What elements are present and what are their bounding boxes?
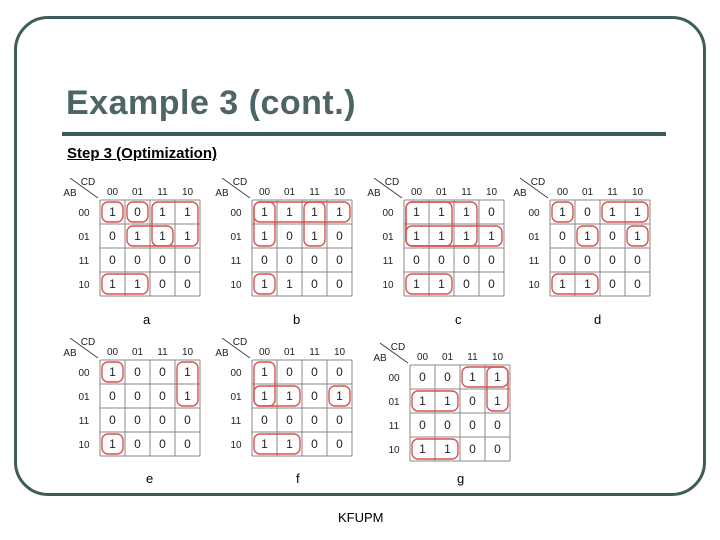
step-heading: Step 3 (Optimization) [67, 145, 217, 162]
kmap-cell: 0 [488, 253, 495, 267]
map-label-b: b [293, 312, 301, 327]
kmap-cell: 0 [134, 389, 141, 403]
kmap-cell: 1 [184, 389, 191, 403]
kmap-svg [512, 175, 662, 310]
kmap-cell: 1 [336, 205, 343, 219]
corner-cd-label: CD [384, 177, 400, 188]
row-label: 10 [528, 280, 540, 291]
corner-ab-label: AB [513, 188, 527, 199]
corner-cd-label: CD [530, 177, 546, 188]
kmap-cell: 0 [159, 277, 166, 291]
col-label: 01 [283, 187, 296, 198]
kmap-cell: 0 [159, 437, 166, 451]
kmap-cell: 1 [488, 229, 495, 243]
kmap-cell: 0 [109, 253, 116, 267]
kmap-cell: 1 [494, 370, 501, 384]
corner-cd-label: CD [80, 177, 96, 188]
col-label: 11 [309, 187, 320, 198]
col-label: 00 [410, 187, 423, 198]
row-label: 10 [382, 280, 394, 291]
kmap-cell: 0 [109, 229, 116, 243]
kmap-cell: 1 [159, 229, 166, 243]
kmap-cell: 0 [311, 277, 318, 291]
kmap-cell: 1 [261, 437, 268, 451]
col-label: 00 [556, 187, 569, 198]
kmap-cell: 0 [488, 277, 495, 291]
kmap-cell: 1 [336, 389, 343, 403]
kmap-cell: 1 [584, 277, 591, 291]
kmap-cell: 1 [494, 394, 501, 408]
row-label: 11 [230, 256, 242, 267]
kmap-cell: 0 [469, 418, 476, 432]
kmap-cell: 1 [438, 229, 445, 243]
row-label: 11 [528, 256, 540, 267]
kmap-cell: 0 [413, 253, 420, 267]
col-label: 11 [607, 187, 618, 198]
col-label: 00 [106, 187, 119, 198]
kmap-cell: 1 [261, 277, 268, 291]
kmap-svg [62, 335, 212, 470]
col-label: 00 [258, 187, 271, 198]
kmap-cell: 1 [438, 205, 445, 219]
kmap-c [366, 175, 516, 310]
kmap-cell: 1 [463, 229, 470, 243]
kmap-cell: 1 [261, 365, 268, 379]
corner-ab-label: AB [367, 188, 381, 199]
title-underline [62, 132, 666, 136]
kmap-cell: 1 [438, 277, 445, 291]
kmap-cell: 0 [469, 394, 476, 408]
col-label: 10 [181, 187, 194, 198]
kmap-cell: 0 [488, 205, 495, 219]
kmap-cell: 0 [311, 413, 318, 427]
kmap-cell: 1 [413, 205, 420, 219]
kmap-cell: 0 [444, 418, 451, 432]
kmap-cell: 0 [261, 253, 268, 267]
kmap-cell: 0 [109, 389, 116, 403]
kmap-cell: 0 [494, 418, 501, 432]
kmap-cell: 0 [609, 253, 616, 267]
col-label: 11 [157, 187, 168, 198]
row-label: 00 [528, 208, 540, 219]
kmap-cell: 1 [286, 277, 293, 291]
col-label: 00 [106, 347, 119, 358]
kmap-cell: 1 [444, 442, 451, 456]
kmap-cell: 1 [134, 229, 141, 243]
kmap-cell: 1 [311, 205, 318, 219]
row-label: 00 [382, 208, 394, 219]
kmap-cell: 1 [463, 205, 470, 219]
kmap-cell: 0 [134, 253, 141, 267]
col-label: 11 [309, 347, 320, 358]
kmap-cell: 0 [609, 277, 616, 291]
row-label: 00 [388, 373, 400, 384]
kmap-cell: 0 [159, 365, 166, 379]
row-label: 00 [78, 208, 90, 219]
kmap-a [62, 175, 212, 310]
kmap-svg [214, 175, 364, 310]
kmap-cell: 0 [336, 253, 343, 267]
kmap-cell: 0 [311, 389, 318, 403]
corner-ab-label: AB [215, 348, 229, 359]
kmap-cell: 0 [559, 253, 566, 267]
map-label-c: c [455, 312, 462, 327]
map-label-a: a [143, 312, 151, 327]
kmap-cell: 0 [469, 442, 476, 456]
col-label: 10 [333, 347, 346, 358]
row-label: 01 [382, 232, 394, 243]
kmap-cell: 1 [634, 205, 641, 219]
row-label: 11 [382, 256, 394, 267]
row-label: 11 [388, 421, 400, 432]
corner-cd-label: CD [390, 342, 406, 353]
kmap-cell: 1 [159, 205, 166, 219]
kmap-cell: 0 [311, 253, 318, 267]
kmap-cell: 1 [261, 389, 268, 403]
kmap-cell: 0 [419, 370, 426, 384]
col-label: 10 [485, 187, 498, 198]
kmap-cell: 1 [184, 229, 191, 243]
corner-cd-label: CD [80, 337, 96, 348]
col-label: 11 [467, 352, 478, 363]
map-label-g: g [457, 471, 465, 486]
kmap-cell: 0 [336, 437, 343, 451]
kmap-cell: 0 [159, 413, 166, 427]
col-label: 10 [631, 187, 644, 198]
kmap-cell: 1 [109, 277, 116, 291]
kmap-cell: 1 [634, 229, 641, 243]
kmap-cell: 1 [413, 229, 420, 243]
kmap-cell: 0 [419, 418, 426, 432]
kmap-cell: 0 [438, 253, 445, 267]
kmap-cell: 0 [159, 253, 166, 267]
kmap-cell: 1 [134, 277, 141, 291]
kmap-cell: 0 [584, 205, 591, 219]
kmap-cell: 1 [286, 389, 293, 403]
kmap-cell: 0 [286, 229, 293, 243]
kmap-cell: 0 [159, 389, 166, 403]
kmap-cell: 0 [634, 253, 641, 267]
kmap-cell: 0 [584, 253, 591, 267]
kmap-cell: 0 [286, 365, 293, 379]
row-label: 10 [230, 280, 242, 291]
row-label: 01 [528, 232, 540, 243]
kmap-cell: 0 [261, 413, 268, 427]
kmap-cell: 1 [109, 205, 116, 219]
row-label: 11 [230, 416, 242, 427]
corner-ab-label: AB [63, 348, 77, 359]
row-label: 01 [388, 397, 400, 408]
col-label: 01 [435, 187, 448, 198]
kmap-cell: 1 [419, 442, 426, 456]
kmap-d [512, 175, 662, 310]
kmap-cell: 1 [559, 205, 566, 219]
col-label: 01 [581, 187, 594, 198]
kmap-cell: 0 [184, 277, 191, 291]
kmap-cell: 1 [109, 365, 116, 379]
row-label: 11 [78, 256, 90, 267]
col-label: 11 [461, 187, 472, 198]
map-label-f: f [296, 471, 300, 486]
kmap-cell: 0 [463, 277, 470, 291]
kmap-cell: 1 [469, 370, 476, 384]
kmap-cell: 0 [184, 437, 191, 451]
row-label: 10 [230, 440, 242, 451]
col-label: 01 [441, 352, 454, 363]
kmap-cell: 0 [134, 205, 141, 219]
kmap-cell: 0 [444, 370, 451, 384]
kmap-cell: 1 [609, 205, 616, 219]
row-label: 01 [230, 392, 242, 403]
row-label: 00 [230, 208, 242, 219]
kmap-cell: 1 [184, 365, 191, 379]
kmap-svg [62, 175, 212, 310]
kmap-cell: 1 [444, 394, 451, 408]
kmap-cell: 1 [261, 229, 268, 243]
kmap-cell: 1 [286, 205, 293, 219]
kmap-cell: 1 [584, 229, 591, 243]
kmap-cell: 0 [134, 437, 141, 451]
slide-title: Example 3 (cont.) [66, 84, 357, 122]
map-label-e: e [146, 471, 154, 486]
kmap-cell: 0 [336, 413, 343, 427]
col-label: 01 [131, 347, 144, 358]
corner-ab-label: AB [215, 188, 229, 199]
col-label: 01 [283, 347, 296, 358]
kmap-cell: 0 [311, 437, 318, 451]
kmap-cell: 1 [419, 394, 426, 408]
kmap-cell: 0 [286, 253, 293, 267]
kmap-cell: 0 [336, 229, 343, 243]
row-label: 01 [230, 232, 242, 243]
corner-cd-label: CD [232, 177, 248, 188]
kmap-e [62, 335, 212, 470]
kmap-cell: 1 [109, 437, 116, 451]
col-label: 10 [491, 352, 504, 363]
col-label: 00 [416, 352, 429, 363]
row-label: 10 [78, 280, 90, 291]
corner-ab-label: AB [63, 188, 77, 199]
kmap-g [372, 340, 522, 475]
kmap-cell: 0 [494, 442, 501, 456]
col-label: 10 [181, 347, 194, 358]
kmap-cell: 1 [311, 229, 318, 243]
kmap-cell: 0 [311, 365, 318, 379]
col-label: 11 [157, 347, 168, 358]
kmap-cell: 1 [184, 205, 191, 219]
kmap-cell: 0 [184, 253, 191, 267]
row-label: 01 [78, 392, 90, 403]
kmap-f [214, 335, 364, 470]
map-label-d: d [594, 312, 602, 327]
kmap-cell: 0 [336, 277, 343, 291]
kmap-cell: 0 [109, 413, 116, 427]
kmap-cell: 0 [184, 413, 191, 427]
kmap-cell: 1 [413, 277, 420, 291]
kmap-cell: 1 [559, 277, 566, 291]
kmap-cell: 0 [134, 365, 141, 379]
kmap-svg [366, 175, 516, 310]
row-label: 01 [78, 232, 90, 243]
kmap-cell: 0 [609, 229, 616, 243]
col-label: 01 [131, 187, 144, 198]
kmap-cell: 0 [634, 277, 641, 291]
kmap-svg [372, 340, 522, 475]
col-label: 10 [333, 187, 346, 198]
kmap-cell: 1 [261, 205, 268, 219]
corner-cd-label: CD [232, 337, 248, 348]
kmap-svg [214, 335, 364, 470]
col-label: 00 [258, 347, 271, 358]
footer-text: KFUPM [338, 510, 384, 525]
kmap-b [214, 175, 364, 310]
kmap-cell: 1 [286, 437, 293, 451]
corner-ab-label: AB [373, 353, 387, 364]
kmap-cell: 0 [336, 365, 343, 379]
kmap-cell: 0 [286, 413, 293, 427]
row-label: 00 [78, 368, 90, 379]
row-label: 11 [78, 416, 90, 427]
row-label: 10 [78, 440, 90, 451]
row-label: 10 [388, 445, 400, 456]
row-label: 00 [230, 368, 242, 379]
kmap-cell: 0 [134, 413, 141, 427]
kmap-cell: 0 [559, 229, 566, 243]
kmap-cell: 0 [463, 253, 470, 267]
